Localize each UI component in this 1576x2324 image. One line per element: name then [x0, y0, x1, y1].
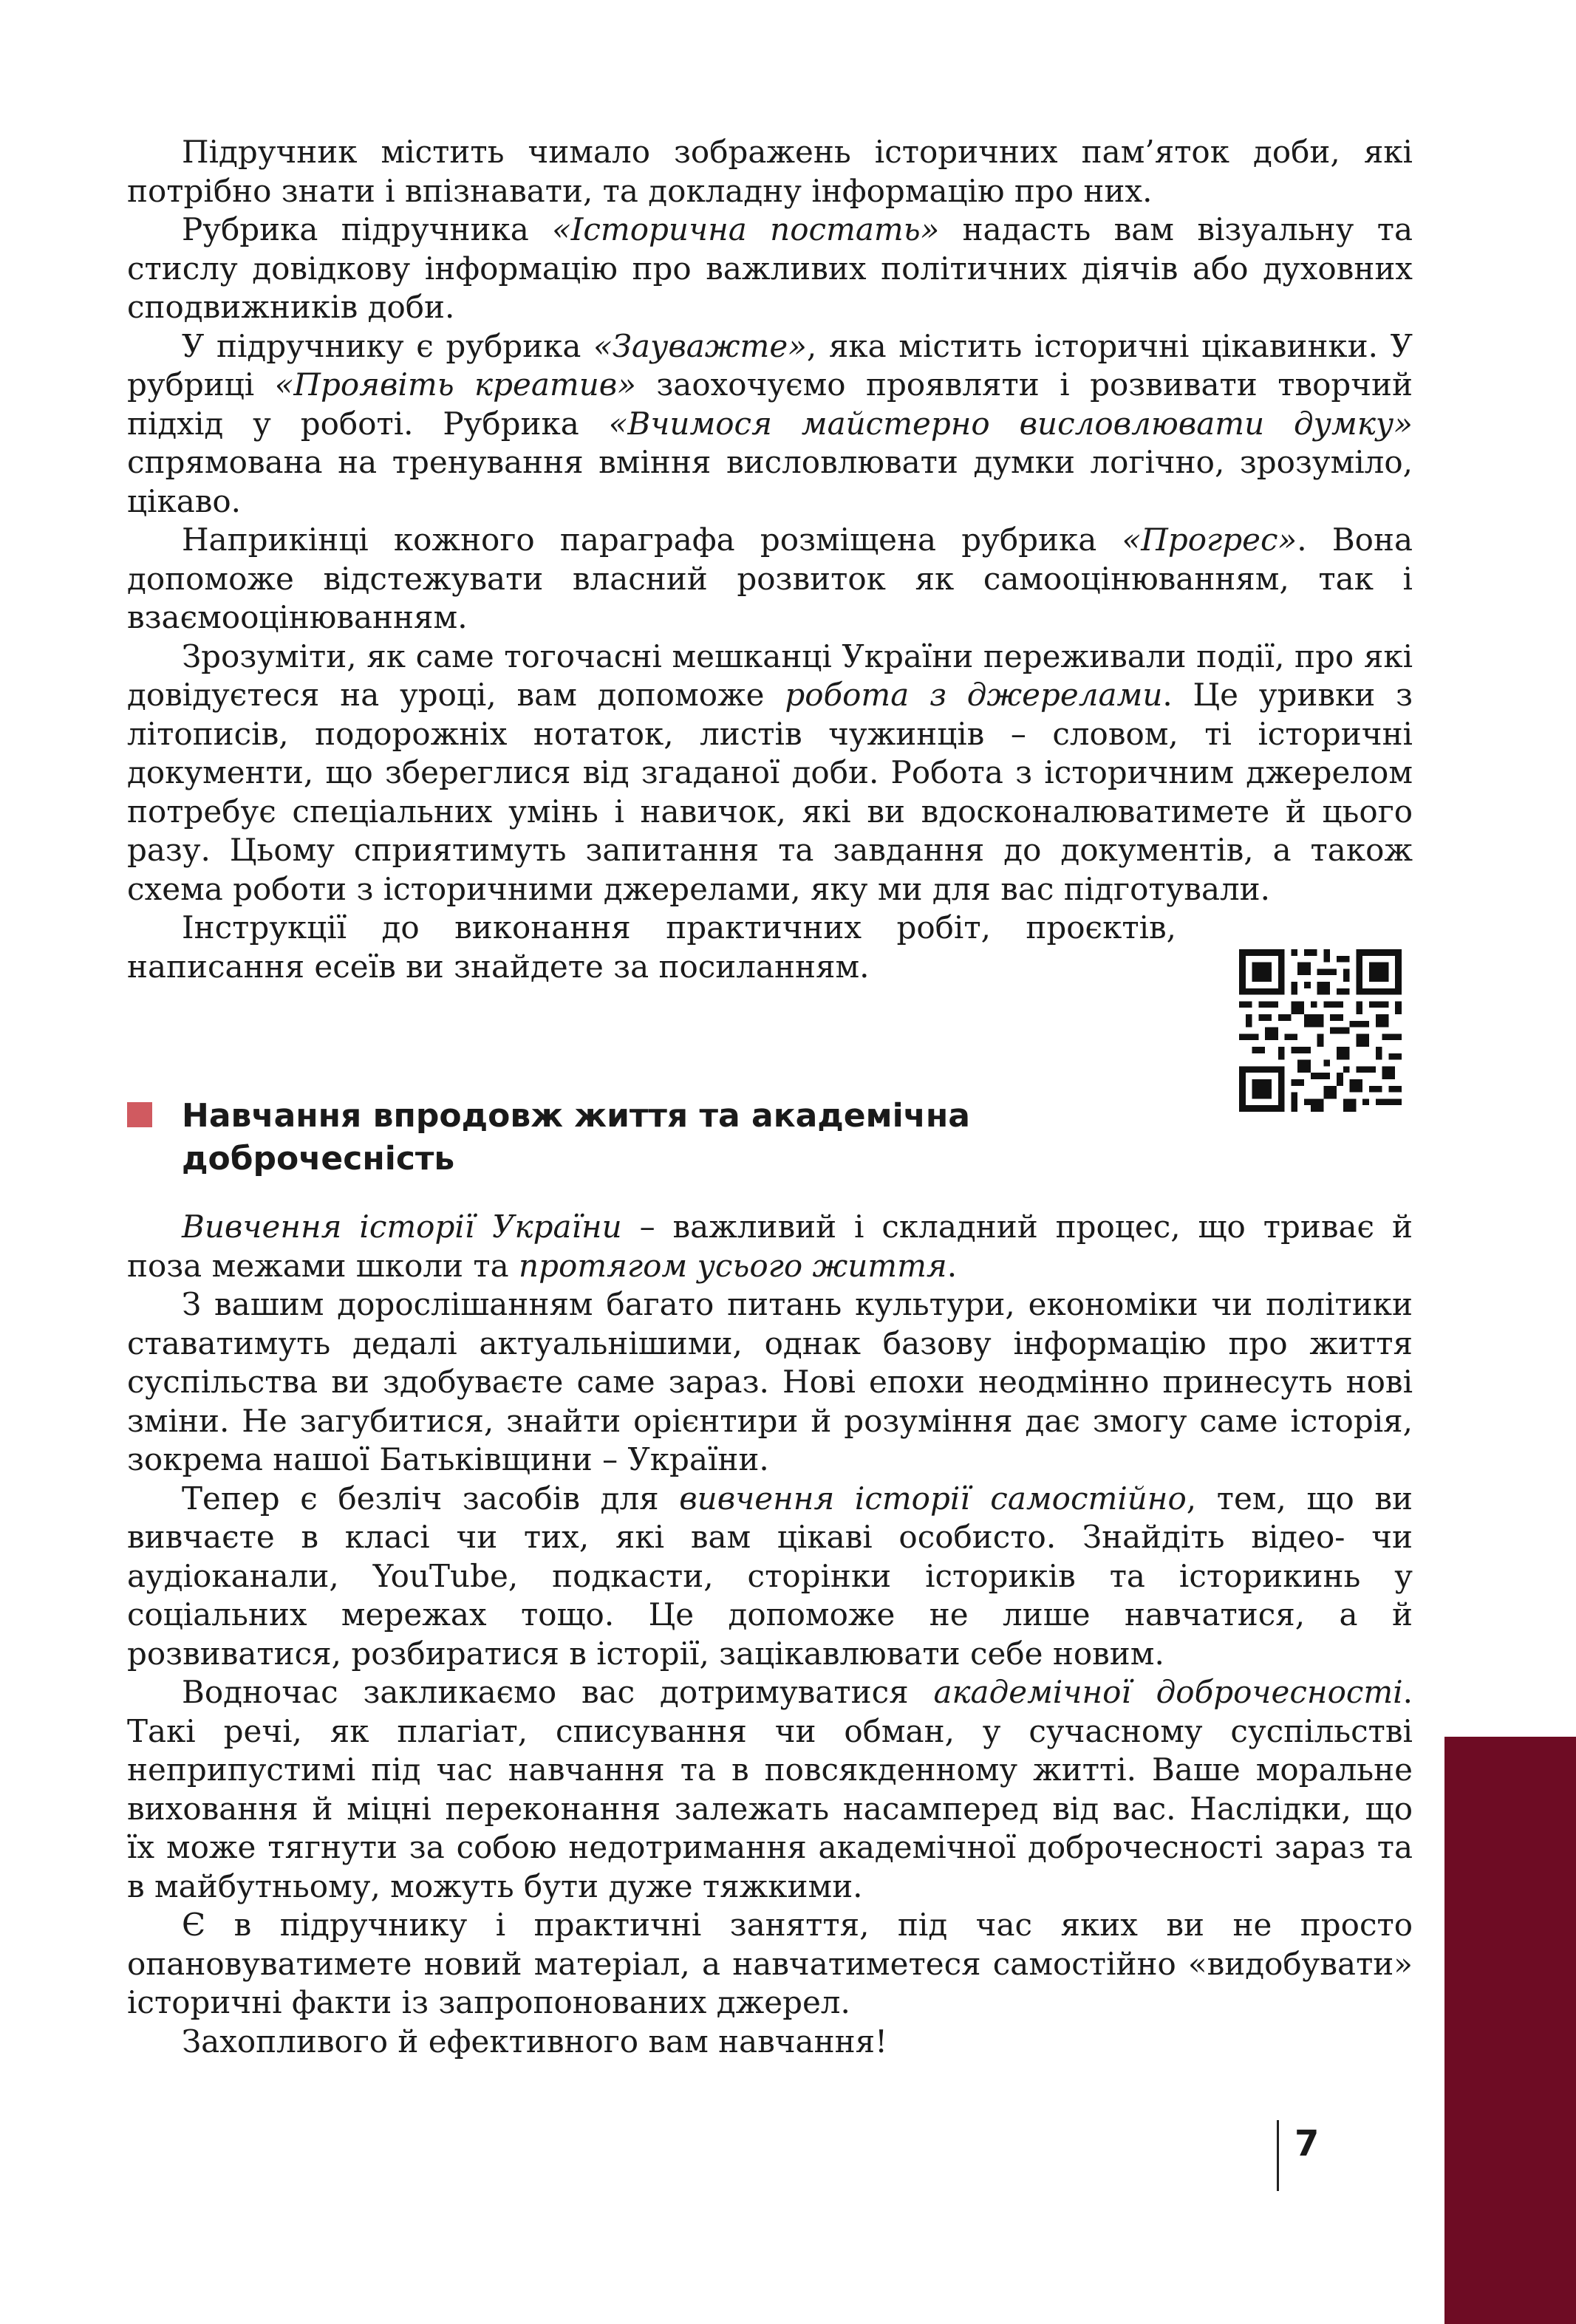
- paragraph-text: Наприкінці кожного параграфа розміщена рубрика: [182, 522, 1122, 558]
- paragraph: [127, 1285, 1413, 1480]
- emphasis: Вивчення історії України: [182, 1209, 622, 1245]
- paragraph: [127, 1906, 1413, 2023]
- paragraph-text: У підручнику є рубрика: [182, 327, 594, 364]
- rubric-name: «Історична постать»: [552, 211, 940, 247]
- paragraph-text: . Такі речі, як плагіат, списування чи обман, у сучасному суспільстві неприпустимі під час навчання та в повсякденному житті. Ваше моральне виховання й міцні переконання залежать насамперед від вас. Наслідки, що їх може тягнути за собою недотримання академічної доброчесності зараз та в майбутньому, можуть бути дуже тяжкими.: [127, 1674, 1413, 1904]
- emphasis: вивчення історії самостійно: [679, 1480, 1187, 1517]
- paragraph-text: Підручник містить чимало зображень історичних пам’яток доби, які потрібно знати і впізнавати, та докладну інформацію про них.: [127, 134, 1413, 209]
- paragraph: [127, 909, 1176, 986]
- chapter-side-tab: [1444, 1737, 1576, 2324]
- section-heading: [127, 1095, 1088, 1180]
- paragraph-text: .: [946, 1247, 958, 1284]
- rubric-name: «Зауважте»: [593, 327, 807, 364]
- emphasis: академічної доброчесності: [933, 1674, 1403, 1710]
- paragraph-text: . Вона допоможе відстежувати власний розвиток як самооцінюванням, так і взаємооцінюванням.: [127, 522, 1413, 635]
- paragraph: [127, 1208, 1413, 1285]
- rubric-name: «Прогрес»: [1122, 522, 1297, 558]
- section-body: [127, 1208, 1413, 2061]
- paragraph: [127, 133, 1413, 211]
- page-number-divider: [1277, 2120, 1279, 2191]
- paragraph-text: надасть вам візуальну та стислу довідкову інформацію про важливих політичних діячів або духовних сподвижників доби.: [127, 211, 1413, 325]
- page-content: [127, 133, 1413, 2060]
- paragraph-text: Захопливого й ефективного вам навчання!: [182, 2023, 887, 2060]
- rubric-name: «Вчимося майстерно висловлювати думку»: [608, 405, 1413, 442]
- paragraph-text: Зрозуміти, як саме тогочасні мешканці України переживали події, про які довідуєтеся на уроці, вам допоможе: [127, 638, 1413, 713]
- paragraph: [127, 211, 1413, 327]
- paragraph-text: Є в підручнику і практичні заняття, під час яких ви не просто опановуватимете новий матеріал, а навчатиметеся самостійно «видобувати» історичні факти із запропонованих джерел.: [127, 1907, 1413, 2020]
- paragraph: [127, 2023, 1413, 2062]
- paragraph: [127, 1673, 1413, 1906]
- paragraph-text: . Це уривки з літописів, подорожніх нотаток, листів чужинців – словом, ті історичні документи, що збереглися від згаданої доби. Робота з історичним джерелом потребує спеціальних умінь і навичок, які ви вдосконалюватимете й цього разу. Цьому сприятимуть запитання та завдання до документів, а також схема роботи з історичними джерелами, яку ми для вас підготували.: [127, 677, 1413, 907]
- paragraph: [127, 638, 1413, 909]
- paragraph: [127, 521, 1413, 638]
- paragraph-text: Водночас закликаємо вас дотримуватися: [182, 1674, 934, 1710]
- paragraph-text: З вашим дорослішанням багато питань культури, економіки чи політики ставатимуть дедалі актуальнішими, однак базову інформацію про життя суспільства ви здобуваєте саме зараз. Нові епохи неодмінно принесуть нові зміни. Не загубитися, знайти орієнтири й розуміння дає змогу саме історія, зокрема нашої Батьківщини – України.: [127, 1286, 1413, 1477]
- page-number: 7: [1294, 2123, 1320, 2164]
- paragraph: [127, 1480, 1413, 1674]
- emphasis: робота з джерелами: [785, 677, 1163, 713]
- paragraph-text: – важливий і складний процес, що триває й поза межами школи та: [127, 1209, 1413, 1284]
- paragraph-text: Рубрика підручника: [182, 211, 553, 247]
- emphasis: протягом усього життя: [519, 1247, 947, 1284]
- paragraph-text: заохочуємо проявляти і розвивати творчий підхід у роботі. Рубрика: [127, 366, 1413, 442]
- qr-code[interactable]: [1239, 949, 1402, 1112]
- paragraph-text: Тепер є безліч засобів для: [182, 1480, 680, 1517]
- paragraph-text: , тем, що ви вивчаєте в класі чи тих, які вам цікаві особисто. Знайдіть відео- чи аудіоканали, YouTube, подкасти, сторінки істориків та історикинь у соціальних мережах тощо. Це допоможе не лише навчатися, а й розвиватися, розбиратися в історії, зацікавлювати себе новим.: [127, 1480, 1413, 1672]
- paragraph: [127, 327, 1413, 522]
- section-title: Навчання впродовж життя та академічна доброчесність: [182, 1097, 970, 1178]
- paragraph-text: , яка містить історичні цікавинки. У рубриці: [127, 327, 1413, 403]
- paragraph-text: Інструкції до виконання практичних робіт, проєктів, написання есеїв ви знайдете за посиланням.: [127, 909, 1176, 985]
- paragraph-text: спрямована на тренування вміння висловлювати думки логічно, зрозуміло, цікаво.: [127, 444, 1413, 519]
- heading-marker: [127, 1102, 152, 1127]
- rubric-name: «Проявіть креатив»: [274, 366, 636, 403]
